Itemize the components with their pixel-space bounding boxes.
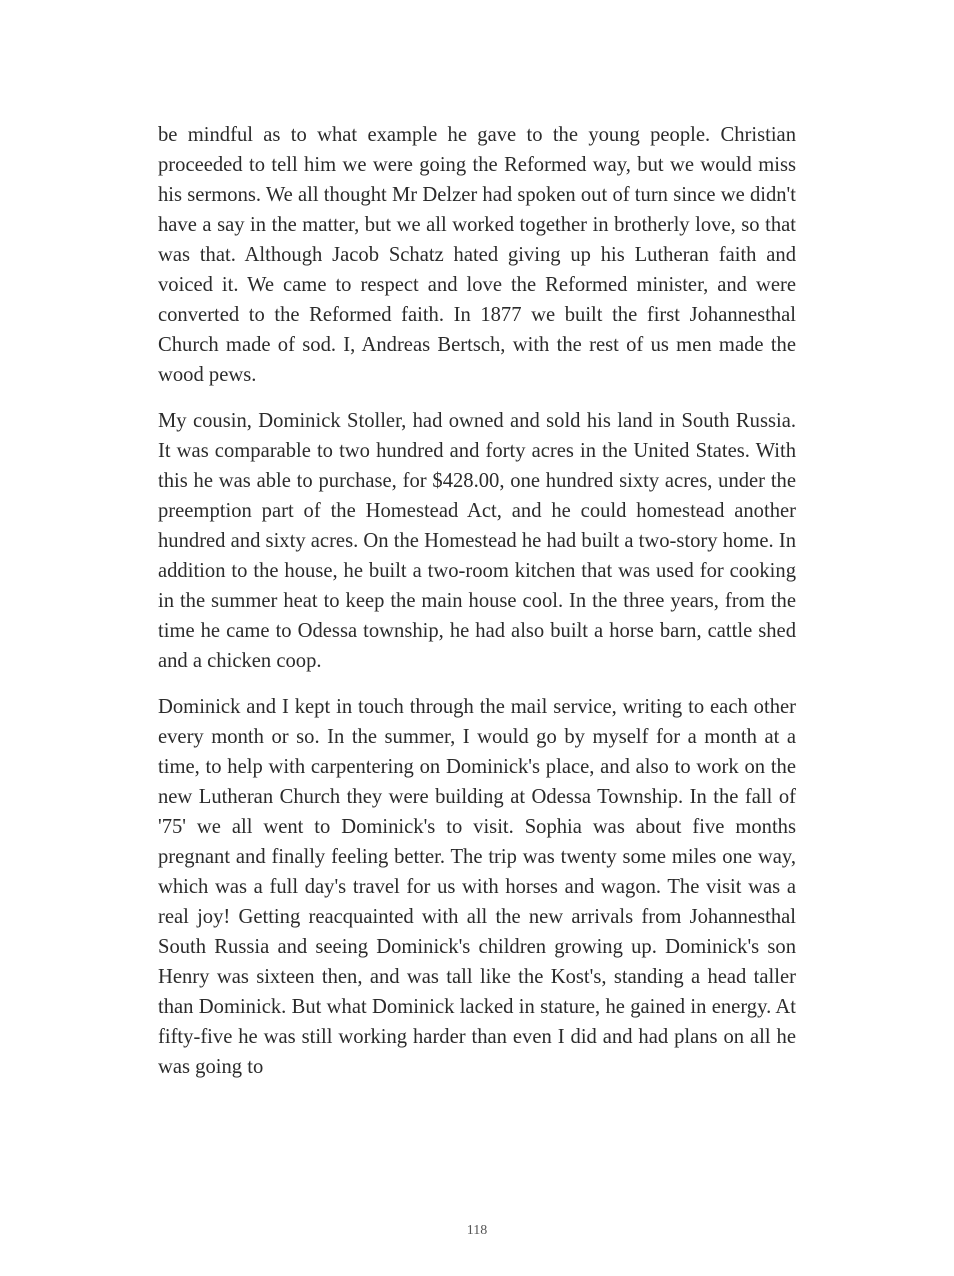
body-text bbox=[158, 120, 796, 1098]
paragraph-1: be mindful as to what example he gave to the young people. Christian proceeded to tell him we were going the Reformed way, but we would miss his sermons. We all thought Mr Delzer had spoken out of turn since we didn't have a say in the matter, but we all worked together in brotherly love, so that was that. Although Jacob Schatz hated giving up his Lutheran faith and voiced it. We came to respect and love the Reformed minister, and were converted to the Reformed faith. In 1877 we built the first Johannesthal Church made of sod. I, Andreas Bertsch, with the rest of us men made the wood pews. bbox=[158, 124, 796, 386]
paragraph-3: Dominick and I kept in touch through the mail service, writing to each other every month or so. In the summer, I would go by myself for a month at a time, to help with carpentering on Dominick's place, and also to work on the new Lutheran Church they were building at Odessa Township. In the fall of '75' we all went to Dominick's to visit. Sophia was about five months pregnant and finally feeling better. The trip was twenty some miles one way, which was a full day's travel for us with horses and wagon. The visit was a real joy! Getting reacquainted with all the new arrivals from Johannesthal South Russia and seeing Dominick's children growing up. Dominick's son Henry was sixteen then, and was tall like the Kost's, standing a head taller than Dominick. But what Dominick lacked in stature, he gained in energy. At fifty-five he was still working harder than even I did and had plans on all he was going to bbox=[158, 696, 796, 1078]
paragraph-2: My cousin, Dominick Stoller, had owned and sold his land in South Russia. It was comparable to two hundred and forty acres in the United States. With this he was able to purchase, for $428.00, one hundred sixty acres, under the preemption part of the Homestead Act, and he could homestead another hundred and sixty acres. On the Homestead he had built a two-story home. In addition to the house, he built a two-room kitchen that was used for cooking in the summer heat to keep the main house cool. In the three years, from the time he came to Odessa township, he had also built a horse barn, cattle shed and a chicken coop. bbox=[158, 410, 796, 672]
page-number: 118 bbox=[466, 1223, 488, 1238]
